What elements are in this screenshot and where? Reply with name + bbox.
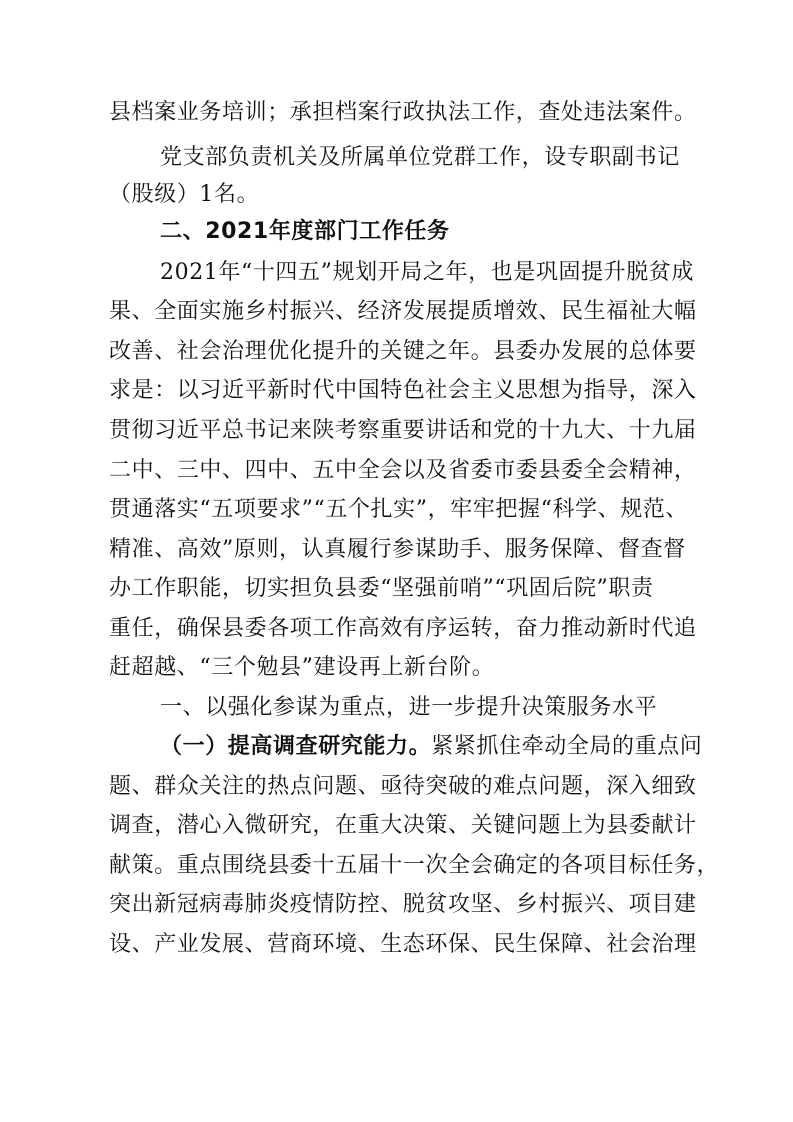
- body-line-1: 县档案业务培训；承担档案行政执法工作，查处违法案件。: [109, 100, 697, 125]
- body-line-13: 办工作职能，切实担负县委“坚强前哨”“巩固后院”职责: [109, 576, 654, 601]
- body-line-20: 献策。重点围绕县委十五届十一次全会确定的各项目标任务，: [109, 853, 720, 878]
- body-line-2: 党支部负责机关及所属单位党群工作，设专职副书记: [160, 145, 680, 170]
- body-line-15: 赶超越、“三个勉县”建设再上新台阶。: [109, 655, 495, 680]
- body-line-22: 设、产业发展、营商环境、生态环保、民生保障、社会治理: [109, 932, 697, 957]
- paragraph-lead-investigation: （一）提高调查研究能力。: [160, 734, 432, 759]
- body-line-7: 改善、社会治理优化提升的关键之年。县委办发展的总体要: [109, 339, 697, 364]
- paragraph-lead-rest: 紧紧抓住牵动全局的重点问: [431, 734, 703, 759]
- body-line-17: [160, 732, 702, 762]
- body-line-19: 调查，潜心入微研究，在重大决策、关键问题上为县委献计: [109, 813, 697, 838]
- body-line-21: 突出新冠病毒肺炎疫情防控、脱贫攻坚、乡村振兴、项目建: [109, 892, 697, 917]
- section-heading-2021-tasks: 二、2021年度部门工作任务: [160, 219, 450, 244]
- body-line-3: （股级）1名。: [109, 182, 260, 207]
- body-line-11: 贯通落实“五项要求”“五个扎实”，牢牢把握“科学、规范、: [109, 497, 689, 522]
- body-line-5: 2021年“十四五”规划开局之年，也是巩固提升脱贫成: [160, 260, 695, 285]
- body-line-18: 题、群众关注的热点问题、亟待突破的难点问题，深入细致: [109, 774, 697, 799]
- body-line-6: 果、全面实施乡村振兴、经济发展提质增效、民生福祉大幅: [109, 299, 697, 324]
- body-line-8: 求是：以习近平新时代中国特色社会主义思想为指导，深入: [109, 378, 697, 403]
- body-line-14: 重任，确保县委各项工作高效有序运转，奋力推动新时代追: [109, 616, 697, 641]
- subheading-line-16: 一、以强化参谋为重点，进一步提升决策服务水平: [160, 695, 658, 720]
- body-line-10: 二中、三中、四中、五中全会以及省委市委县委全会精神，: [109, 458, 697, 483]
- body-line-12: 精准、高效”原则，认真履行参谋助手、服务保障、督查督: [109, 537, 686, 562]
- body-line-9: 贯彻习近平总书记来陕考察重要讲话和党的十九大、十九届: [109, 418, 697, 443]
